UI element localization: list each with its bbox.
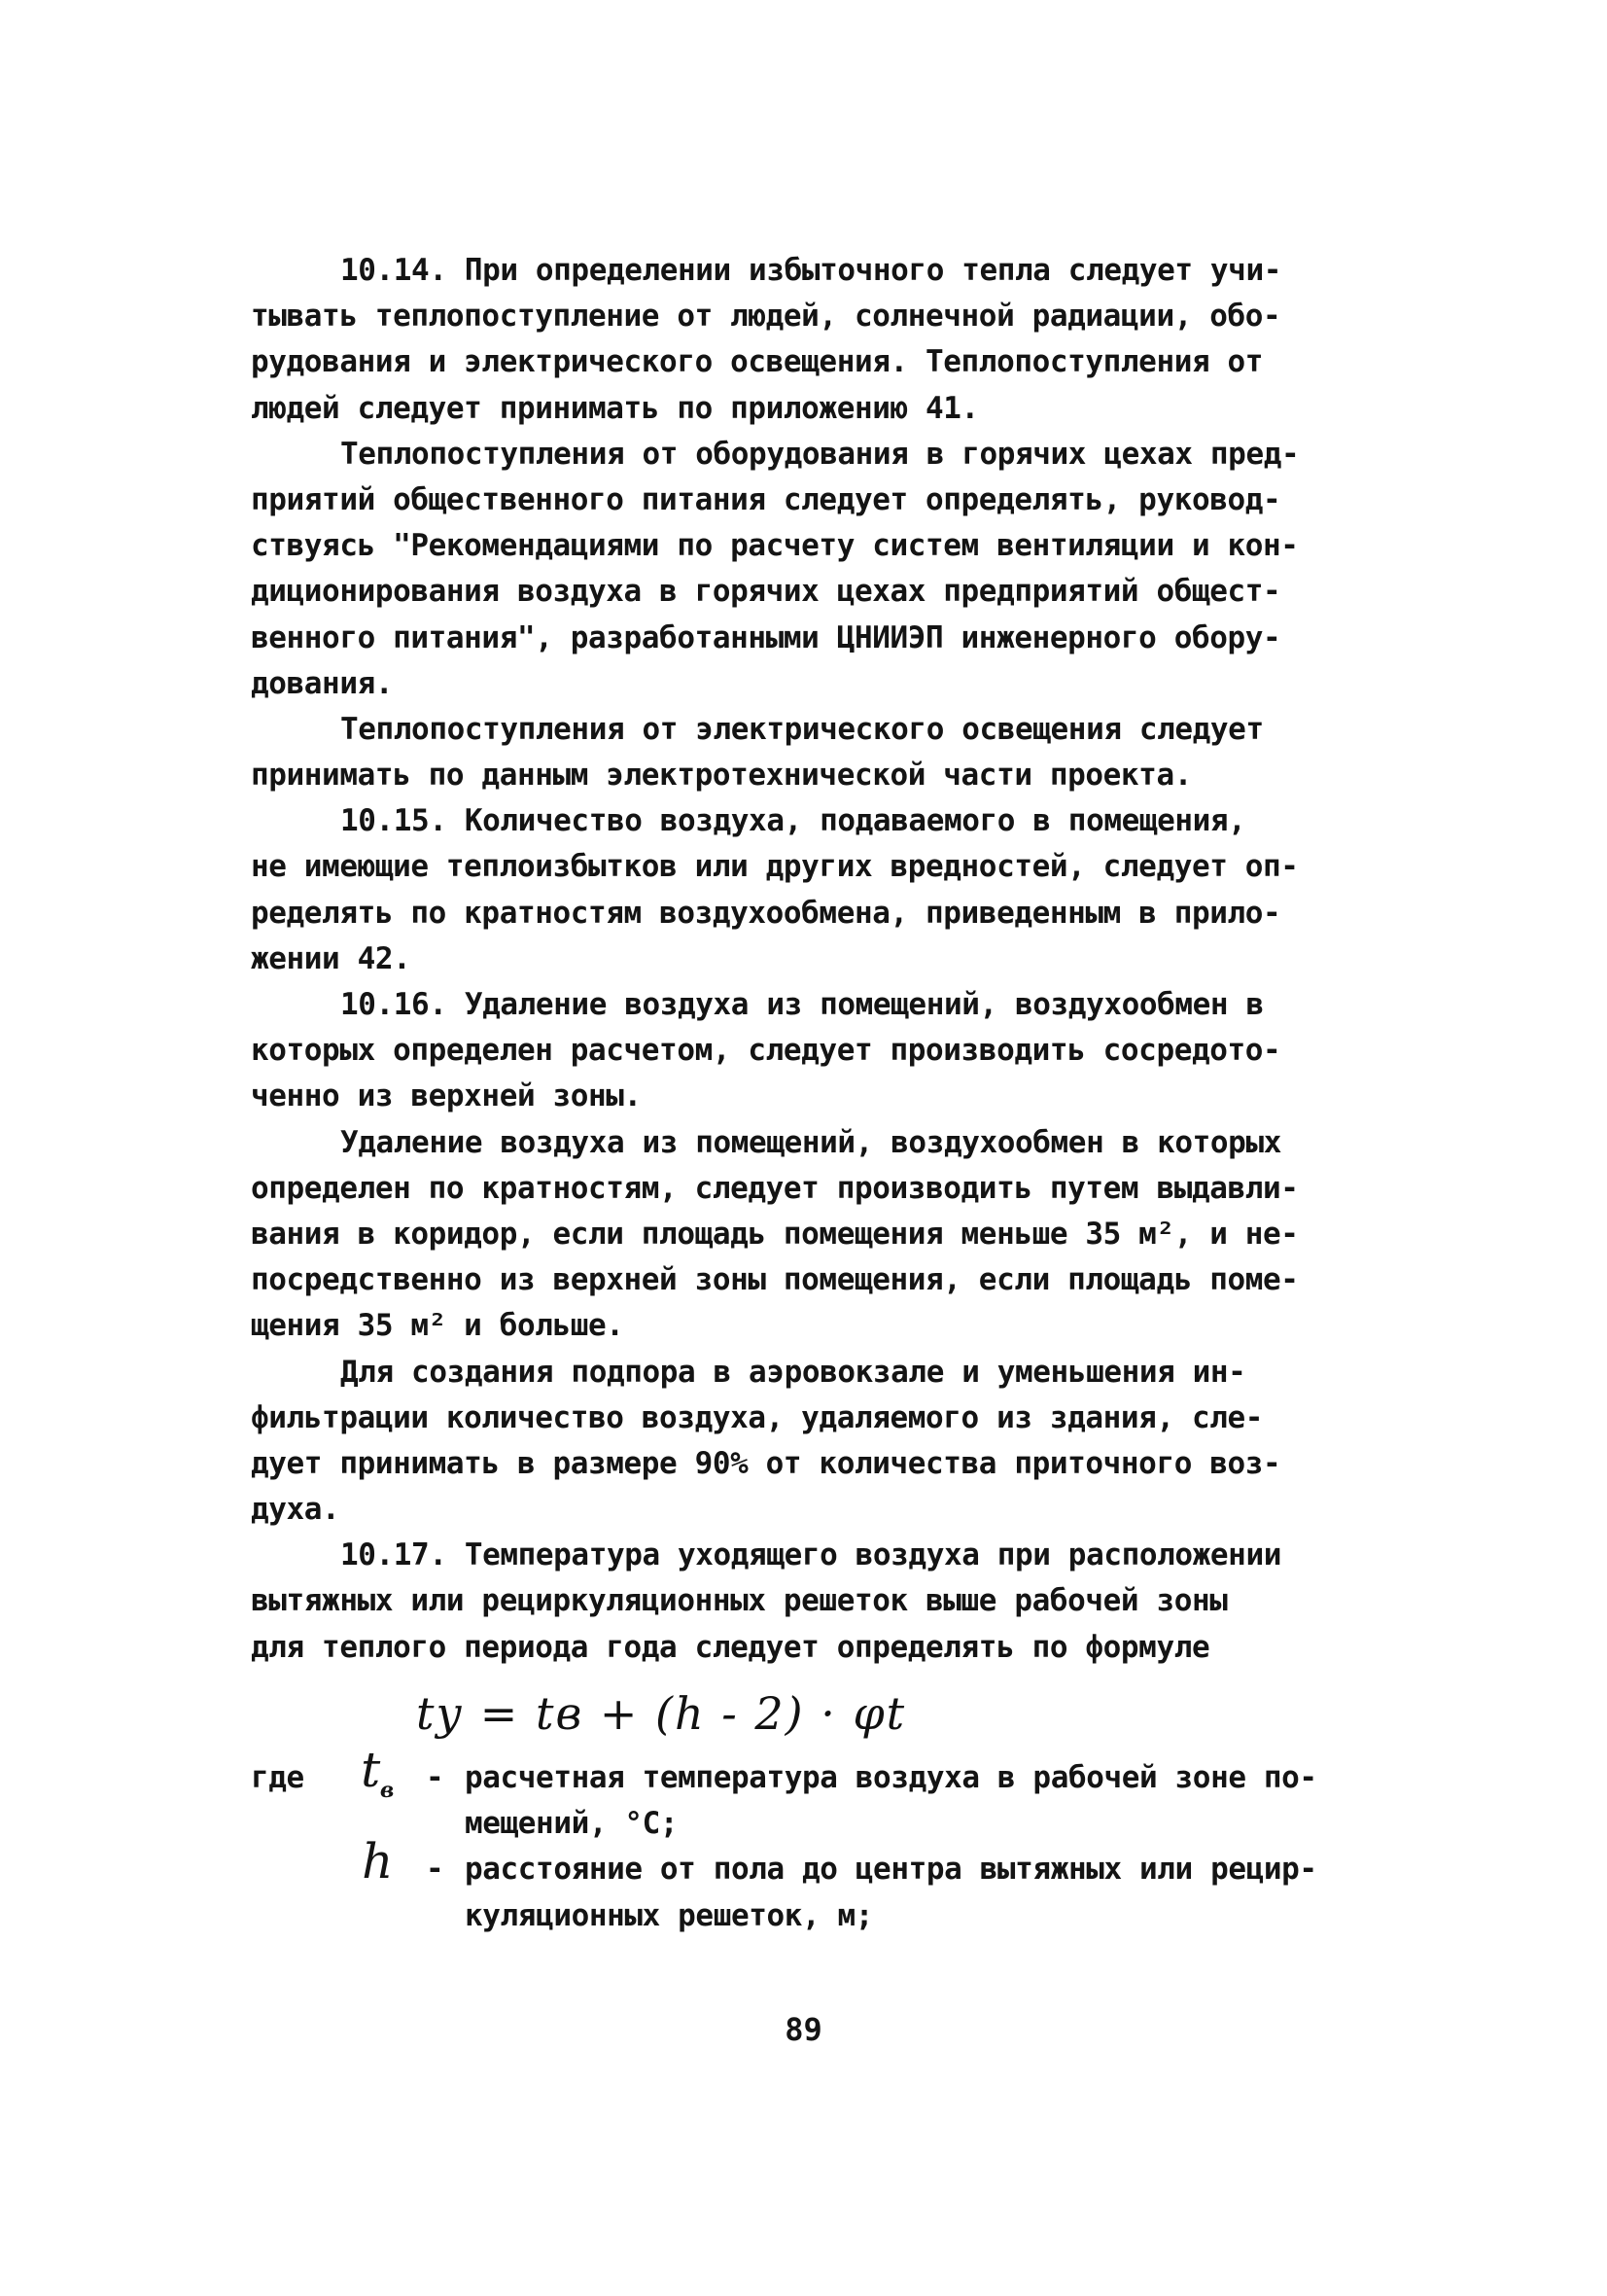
text-line: приятий общественного питания следует определять, руковод- <box>251 481 1281 517</box>
text-line: определен по кратностям, следует производить путем выдавли- <box>251 1170 1299 1206</box>
symbol-t-v: $t_в$ <box>361 1742 394 1803</box>
formula: tу = tв + (h - 2) · φt <box>416 1687 907 1740</box>
text-line: Удаление воздуха из помещений, воздухообмен в которых <box>340 1124 1281 1160</box>
text-line: которых определен расчетом, следует производить сосредото- <box>251 1033 1281 1069</box>
text-line: 10.16. Удаление воздуха из помещений, воздухообмен в <box>340 987 1264 1022</box>
text-line: 10.15. Количество воздуха, подаваемого в помещения, <box>340 803 1246 839</box>
paragraph <box>251 1533 1369 1671</box>
text-line: Для создания подпора в аэровокзале и уменьшения ин- <box>340 1354 1246 1390</box>
where-item <box>251 1742 1369 1847</box>
text-line: духа. <box>251 1492 340 1528</box>
paragraph <box>251 707 1369 798</box>
text-line: щения 35 м² и больше. <box>251 1308 624 1344</box>
text-line: диционирования воздуха в горячих цехах предприятий общест- <box>251 574 1281 610</box>
text-line: дования. <box>251 665 394 701</box>
text-line: Теплопоступления от электрического освещения следует <box>340 711 1264 747</box>
symbol-h: h <box>362 1833 393 1890</box>
where-block <box>251 1742 1369 1939</box>
paragraph <box>251 1350 1369 1534</box>
text-line: не имеющие теплоизбытков или других вредностей, следует оп- <box>251 849 1299 885</box>
definition-text: расчетная температура воздуха в рабочей зоне по- мещений, °С; <box>465 1760 1317 1842</box>
text-line: ствуясь "Рекомендациями по расчету систем вентиляции и кон- <box>251 528 1299 564</box>
definition-dash: - <box>426 1760 444 1795</box>
where-label: где <box>251 1760 304 1795</box>
text-line: дует принимать в размере 90% от количества приточного воз- <box>251 1445 1281 1481</box>
definition-text: расстояние от пола до центра вытяжных или рецир- куляционных решеток, м; <box>465 1852 1317 1933</box>
paragraph <box>251 1120 1369 1350</box>
text-line: фильтрации количество воздуха, удаляемого из здания, сле- <box>251 1399 1264 1435</box>
text-line: для теплого периода года следует определять по формуле <box>251 1629 1210 1665</box>
text-line: Теплопоступления от оборудования в горячих цехах пред- <box>340 436 1300 472</box>
text-line: вания в коридор, если площадь помещения меньше 35 м², и не- <box>251 1216 1299 1252</box>
text-line: тывать теплопоступление от людей, солнечной радиации, обо- <box>251 299 1281 335</box>
text-line: жении 42. <box>251 940 411 976</box>
paragraph <box>251 432 1369 707</box>
where-item <box>251 1833 1369 1938</box>
paragraph <box>251 982 1369 1120</box>
page-number: 89 <box>785 2011 822 2048</box>
text-line: посредственно из верхней зоны помещения, если площадь поме- <box>251 1262 1299 1298</box>
paragraph <box>251 248 1369 432</box>
text-line: ределять по кратностям воздухообмена, приведенным в прило- <box>251 895 1281 931</box>
text-line: ченно из верхней зоны. <box>251 1078 642 1114</box>
paragraph <box>251 798 1369 982</box>
definition-dash: - <box>426 1852 444 1888</box>
text-line: принимать по данным электротехнической части проекта. <box>251 758 1192 794</box>
text-line: венного питания", разработанными ЦНИИЭП инженерного обору- <box>251 619 1281 655</box>
document-body <box>251 248 1369 1671</box>
text-line: 10.14. При определении избыточного тепла следует учи- <box>340 253 1281 288</box>
text-line: людей следует принимать по приложению 41. <box>251 390 979 426</box>
text-line: 10.17. Температура уходящего воздуха при расположении <box>340 1537 1281 1573</box>
text-line: рудования и электрического освещения. Теплопоступления от <box>251 344 1264 380</box>
text-line: вытяжных или рециркуляционных решеток выше рабочей зоны <box>251 1583 1228 1619</box>
